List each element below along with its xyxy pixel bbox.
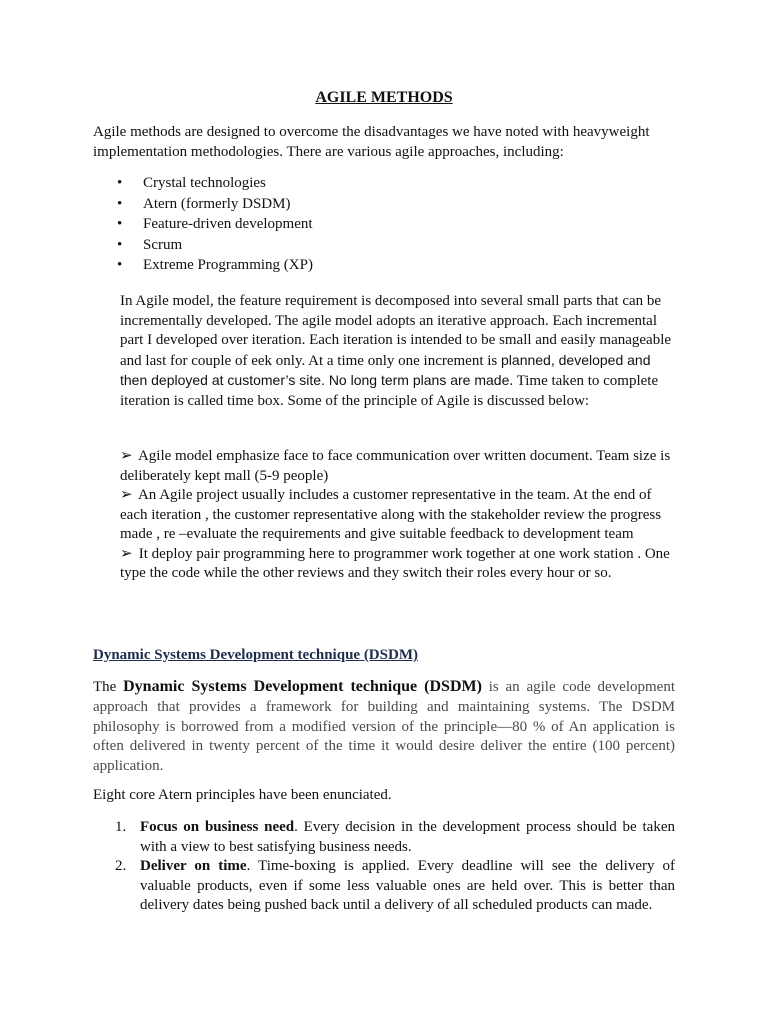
principle-text: It deploy pair programming here to programmer work together at one work station . One type the code while the other reviews and they switch their roles every hour or so. <box>120 545 670 581</box>
list-item-text: Crystal technologies <box>143 175 266 191</box>
bullet-icon: • <box>117 175 123 191</box>
list-item <box>93 255 653 276</box>
principle-text: An Agile project usually includes a customer representative in the team. At the end of each iteration , the customer representative along with the stakeholder review the progress made , re –evaluate the requirements and give suitable feedback to development team <box>120 487 662 542</box>
arrow-bullet-icon: ➢ <box>120 448 133 464</box>
principle-item <box>120 447 680 486</box>
list-item <box>93 194 653 215</box>
agile-model-text-2: planned, developed and then deployed at customer’s site. No long term plans are made <box>120 351 651 388</box>
dsdm-lead-text: The <box>93 679 124 695</box>
agile-model-text-1: In Agile model, the feature requirement is decomposed into several small parts that can be incrementally developed. The agile model adopts an iterative approach. Each incremental part I developed over iteration. Each iteration is intended to be small and easily manageable and last for couple of eek only. At a time only one increment is <box>120 293 672 369</box>
list-item-text: Extreme Programming (XP) <box>143 257 313 273</box>
dsdm-paragraph <box>93 677 675 777</box>
principle-description: . Time-boxing is applied. Every deadline will see the delivery of valuable products, even if some less valuable ones are held over. This is better than delivery dates being pushed back until a delivery of all scheduled products can made. <box>140 858 675 913</box>
bullet-icon: • <box>117 195 123 212</box>
principle-term: Focus on business need <box>140 819 295 835</box>
atern-principles-list <box>93 818 675 916</box>
arrow-bullet-icon: ➢ <box>120 487 133 503</box>
list-item <box>93 214 653 235</box>
agile-model-text-3: . Time taken to complete iteration is called time box. Some of the principle of Agile is discussed below: <box>120 373 659 409</box>
principle-description: . Every decision in the development process should be taken with a view to best satisfying business needs. <box>140 819 675 855</box>
approaches-list <box>93 173 653 276</box>
agile-model-paragraph <box>120 292 680 411</box>
list-item <box>93 235 653 256</box>
dsdm-body-text: is an agile code development approach that provides a framework for building and maintaining systems. The DSDM philosophy is borrowed from a modified version of the principle—80 % of An application is often delivered in twenty percent of the time it would desire deliver the entire (100 percent) application. <box>93 679 676 775</box>
principle-item <box>120 545 680 584</box>
intro-paragraph: Agile methods are designed to overcome the disadvantages we have noted with heavyweight implementation methodologies. There are various agile approaches, including: <box>93 124 650 160</box>
list-item-text: Scrum <box>143 236 183 253</box>
principle-item <box>120 486 680 545</box>
page-title: AGILE METHODS <box>315 89 453 106</box>
agile-principles-list <box>120 447 680 584</box>
list-item-text: Atern (formerly DSDM) <box>143 195 291 212</box>
dsdm-heading: Dynamic Systems Development technique (DSDM) <box>93 647 418 663</box>
atern-principles-intro: Eight core Atern principles have been enunciated. <box>93 787 392 803</box>
list-item <box>93 818 675 857</box>
list-item <box>93 173 653 194</box>
principle-term: Deliver on time <box>140 858 247 874</box>
dsdm-bold-term: Dynamic Systems Development technique (DSDM) <box>123 678 482 695</box>
list-number: 1. <box>115 819 127 835</box>
bullet-icon: • <box>117 257 123 273</box>
list-number: 2. <box>115 858 127 874</box>
bullet-icon: • <box>117 216 123 232</box>
list-item <box>93 857 675 916</box>
arrow-bullet-icon: ➢ <box>120 545 133 562</box>
bullet-icon: • <box>117 236 123 253</box>
principle-text: Agile model emphasize face to face communication over written document. Team size is deliberately kept mall (5-9 people) <box>120 448 671 484</box>
list-item-text: Feature-driven development <box>143 216 313 232</box>
